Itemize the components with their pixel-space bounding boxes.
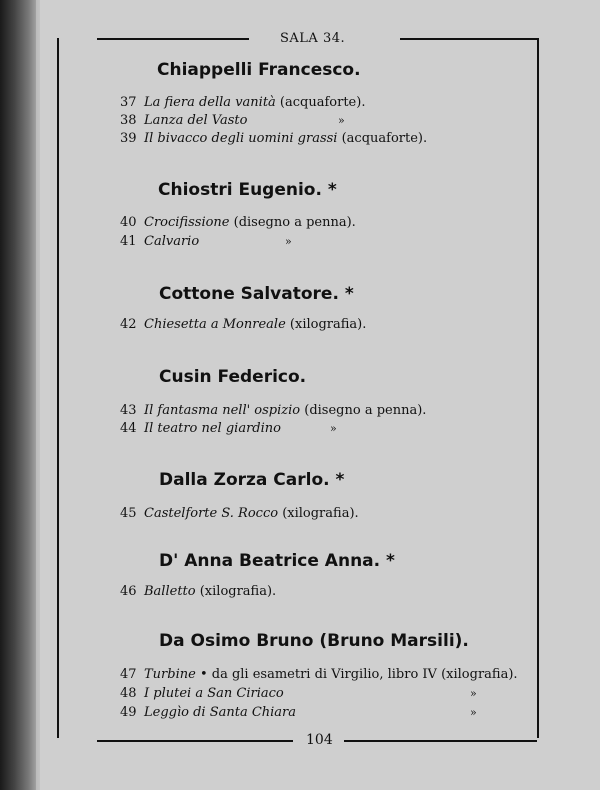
work-title: Crocifissione bbox=[144, 215, 230, 230]
running-header: SALA 34. bbox=[280, 31, 346, 46]
artist-name: Chiostri Eugenio. * bbox=[158, 180, 337, 200]
catalogue-entry bbox=[120, 403, 426, 418]
work-title: Lanza del Vasto bbox=[144, 113, 248, 128]
work-title: Balletto bbox=[144, 584, 196, 599]
entry-number: 41 bbox=[120, 234, 137, 249]
ditto-mark: » bbox=[470, 687, 477, 700]
artist-name: D' Anna Beatrice Anna. * bbox=[159, 551, 395, 571]
entry-number: 39 bbox=[120, 131, 137, 146]
catalogue-entry bbox=[120, 506, 359, 521]
work-title: Turbine bbox=[144, 667, 196, 682]
artist-name: Chiappelli Francesco. bbox=[157, 60, 361, 80]
entry-number: 42 bbox=[120, 317, 137, 332]
entry-number: 49 bbox=[120, 705, 137, 720]
catalogue-entry bbox=[120, 234, 199, 249]
artist-name: Cottone Salvatore. * bbox=[159, 284, 354, 304]
ditto-mark: » bbox=[285, 235, 292, 248]
catalogue-entry bbox=[120, 317, 366, 332]
entry-number: 37 bbox=[120, 95, 137, 110]
work-technique: • da gli esametri di Virgilio, libro IV (xilografia). bbox=[195, 667, 518, 682]
ditto-mark: » bbox=[330, 422, 337, 435]
entry-number: 48 bbox=[120, 686, 137, 701]
catalogue-entry bbox=[120, 584, 276, 599]
work-technique: (xilografia). bbox=[195, 584, 277, 599]
catalogue-entry bbox=[120, 705, 296, 720]
work-technique: (acquaforte). bbox=[275, 95, 366, 110]
entry-number: 47 bbox=[120, 667, 137, 682]
entry-number: 38 bbox=[120, 113, 137, 128]
work-title: Il bivacco degli uomini grassi bbox=[144, 131, 338, 146]
work-title: Il teatro nel giardino bbox=[144, 421, 281, 436]
entry-number: 45 bbox=[120, 506, 137, 521]
entry-number: 44 bbox=[120, 421, 137, 436]
catalogue-entry bbox=[120, 95, 365, 110]
catalogue-entry bbox=[120, 667, 518, 682]
work-title: Calvario bbox=[144, 234, 200, 249]
work-technique: (disegno a penna). bbox=[300, 403, 427, 418]
catalogue-entry bbox=[120, 421, 281, 436]
catalogue-entry bbox=[120, 113, 247, 128]
catalogue-entry bbox=[120, 215, 356, 230]
work-technique: (acquaforte). bbox=[337, 131, 428, 146]
entry-number: 46 bbox=[120, 584, 137, 599]
work-technique: (disegno a penna). bbox=[229, 215, 356, 230]
ditto-mark: » bbox=[470, 706, 477, 719]
work-title: Il fantasma nell' ospizio bbox=[144, 403, 301, 418]
work-title: Chiesetta a Monreale bbox=[144, 317, 286, 332]
catalogue-entry bbox=[120, 686, 284, 701]
artist-name: Da Osimo Bruno (Bruno Marsili). bbox=[159, 631, 469, 651]
catalogue-entry bbox=[120, 131, 427, 146]
work-technique: (xilografia). bbox=[278, 506, 359, 521]
work-title: Castelforte S. Rocco bbox=[144, 506, 279, 521]
entry-number: 40 bbox=[120, 215, 137, 230]
page-number: 104 bbox=[306, 732, 333, 748]
work-technique: (xilografia). bbox=[285, 317, 367, 332]
artist-name: Cusin Federico. bbox=[159, 367, 307, 387]
artist-name: Dalla Zorza Carlo. * bbox=[159, 470, 345, 490]
work-title: La fiera della vanità bbox=[144, 95, 276, 110]
ditto-mark: » bbox=[338, 114, 345, 127]
work-title: Leggìo di Santa Chiara bbox=[144, 705, 297, 720]
entry-number: 43 bbox=[120, 403, 137, 418]
work-title: I plutei a San Ciriaco bbox=[144, 686, 284, 701]
